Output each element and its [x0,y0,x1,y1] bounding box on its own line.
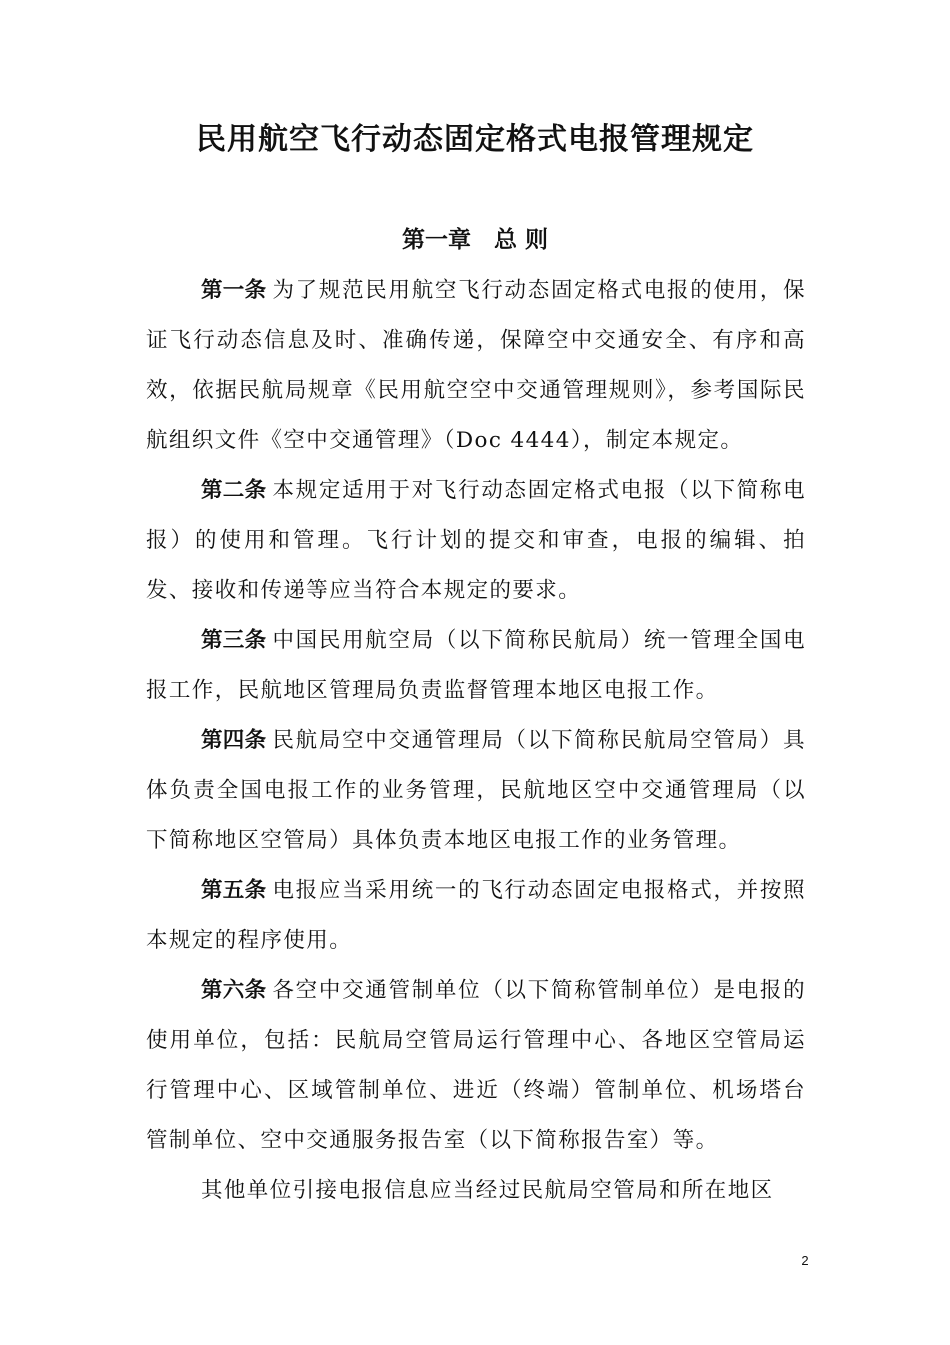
article-text: 各空中交通管制单位（以下简称管制单位）是电报的使用单位，包括：民航局空管局运行管理中心、各地区空管局运行管理中心、区域管制单位、进近（终端）管制单位、机场塔台管制单位、空中交通服务报告室（以下简称报告室）等。 [146,978,806,1153]
article-text: 民航局空中交通管理局（以下简称民航局空管局）具体负责全国电报工作的业务管理，民航地区空中交通管理局（以下简称地区空管局）具体负责本地区电报工作的业务管理。 [146,728,806,853]
article-label: 第六条 [201,978,267,1003]
article-2 [146,466,806,616]
article-label: 第二条 [201,478,267,503]
page-number: 2 [801,1253,809,1268]
continuation-paragraph: 其他单位引接电报信息应当经过民航局空管局和所在地区 [201,1178,774,1203]
article-5 [146,866,806,966]
document-body [146,266,806,1216]
article-label: 第四条 [201,728,267,753]
chapter-number: 第一章 [401,227,471,253]
chapter-heading [0,222,950,258]
article-label: 第三条 [201,628,267,653]
article-3 [146,616,806,716]
article-text: 电报应当采用统一的飞行动态固定电报格式，并按照本规定的程序使用。 [146,878,806,953]
article-1 [146,266,806,466]
article-text: 为了规范民用航空飞行动态固定格式电报的使用，保证飞行动态信息及时、准确传递，保障空中交通安全、有序和高效，依据民航局规章《民用航空空中交通管理规则》，参考国际民航组织文件《空中交通管理》（Doc 4444），制定本规定。 [146,278,806,453]
document-title: 民用航空飞行动态固定格式电报管理规定 [196,122,754,157]
article-label: 第一条 [201,278,267,303]
article-label: 第五条 [201,878,267,903]
article-text: 本规定适用于对飞行动态固定格式电报（以下简称电报）的使用和管理。飞行计划的提交和审查，电报的编辑、拍发、接收和传递等应当符合本规定的要求。 [146,478,806,603]
chapter-name: 总 则 [493,227,548,253]
article-6 [146,966,806,1166]
article-4 [146,716,806,866]
article-text: 中国民用航空局（以下简称民航局）统一管理全国电报工作，民航地区管理局负责监督管理本地区电报工作。 [146,628,806,703]
